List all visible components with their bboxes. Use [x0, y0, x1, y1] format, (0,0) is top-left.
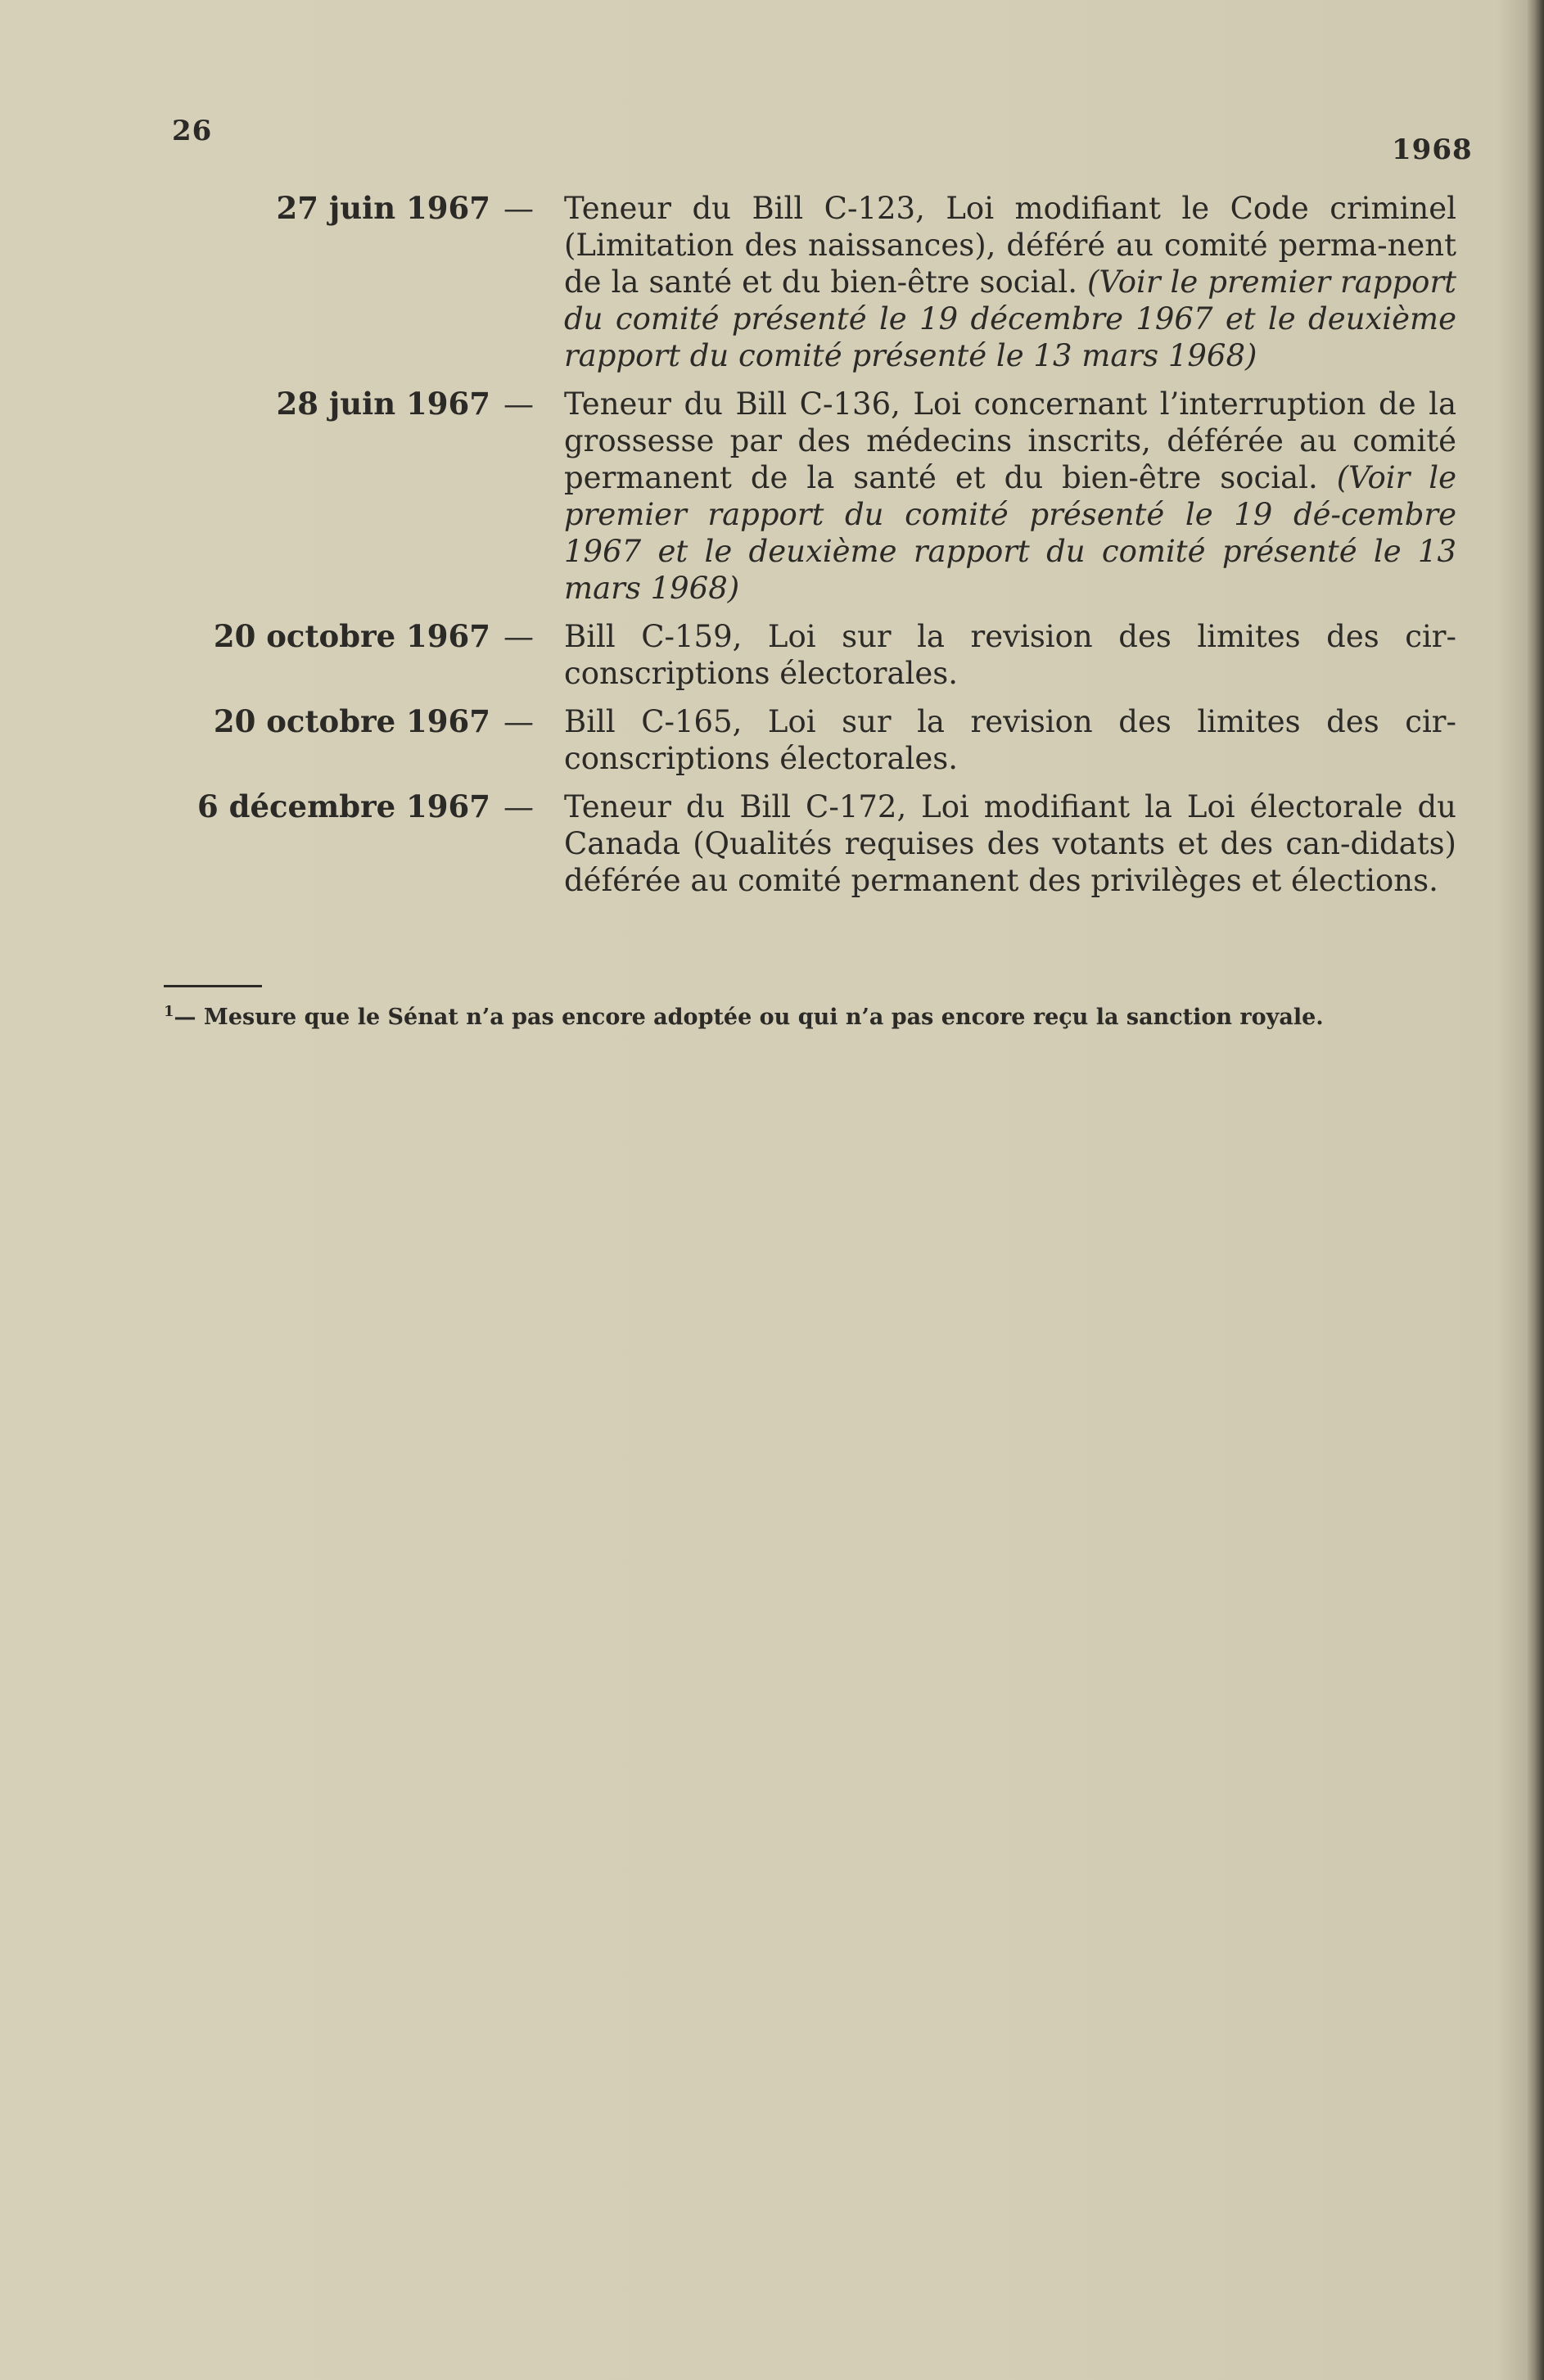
entry-reference: (Voir le premier rapport du comité présenté le 19 décembre 1967 et le deuxième rapport du comité présenté le 13 mars 1968)	[564, 264, 1457, 373]
bill-entry	[164, 788, 1474, 899]
entry-text	[564, 190, 1456, 374]
entry-description: Bill C-159, Loi sur la revision des limites des cir-conscriptions électorales.	[564, 619, 1456, 691]
entry-text	[564, 618, 1456, 692]
entry-reference: (Voir le premier rapport du comité présenté le 19 dé-cembre 1967 et le deuxième rapport du comité présenté le 13 mars 1968)	[564, 460, 1457, 606]
entry-description: Teneur du Bill C-123, Loi modifiant le Code criminel (Limitation des naissances), déféré au comité perma-nent de la santé et du bien-être social.	[564, 191, 1456, 300]
footnote-marker: 1	[164, 1003, 174, 1020]
entry-date: 20 octobre 1967	[213, 703, 490, 739]
entry-description: Teneur du Bill C-136, Loi concernant l’interruption de la grossesse par des médecins inscrits, déférée au comité permanent de la santé et du bien-être social.	[564, 386, 1456, 495]
entry-dash: —	[503, 386, 534, 422]
entry-date: 20 octobre 1967	[213, 618, 490, 654]
entry-dash: —	[503, 789, 534, 824]
bill-entry	[164, 386, 1474, 607]
footnote-text: — Mesure que le Sénat n’a pas encore adoptée ou qui n’a pas encore reçu la sanction royale.	[174, 1005, 1324, 1030]
bill-entry	[164, 703, 1474, 777]
page-number: 26	[172, 115, 213, 147]
entry-dash: —	[503, 704, 534, 739]
entry-date: 28 juin 1967	[276, 386, 490, 422]
entry-text	[564, 703, 1456, 777]
entry-text	[564, 386, 1456, 607]
book-spine	[1528, 0, 1544, 2380]
bill-entries-list	[164, 190, 1474, 910]
footnote-divider	[164, 985, 262, 987]
entry-text	[564, 788, 1456, 899]
entry-dash: —	[503, 191, 534, 226]
bill-entry	[164, 190, 1474, 374]
entry-description: Bill C-165, Loi sur la revision des limites des cir-conscriptions électorales.	[564, 704, 1456, 776]
bill-entry	[164, 618, 1474, 692]
entry-date: 27 juin 1967	[276, 190, 490, 226]
entry-date: 6 décembre 1967	[196, 788, 490, 824]
footnote	[164, 997, 1474, 1032]
entry-dash: —	[503, 619, 534, 654]
year-header: 1968	[1392, 133, 1473, 166]
entry-description: Teneur du Bill C-172, Loi modifiant la Loi électorale du Canada (Qualités requises des votants et des can-didats) déférée au comité permanent des privilèges et élections.	[564, 789, 1456, 898]
